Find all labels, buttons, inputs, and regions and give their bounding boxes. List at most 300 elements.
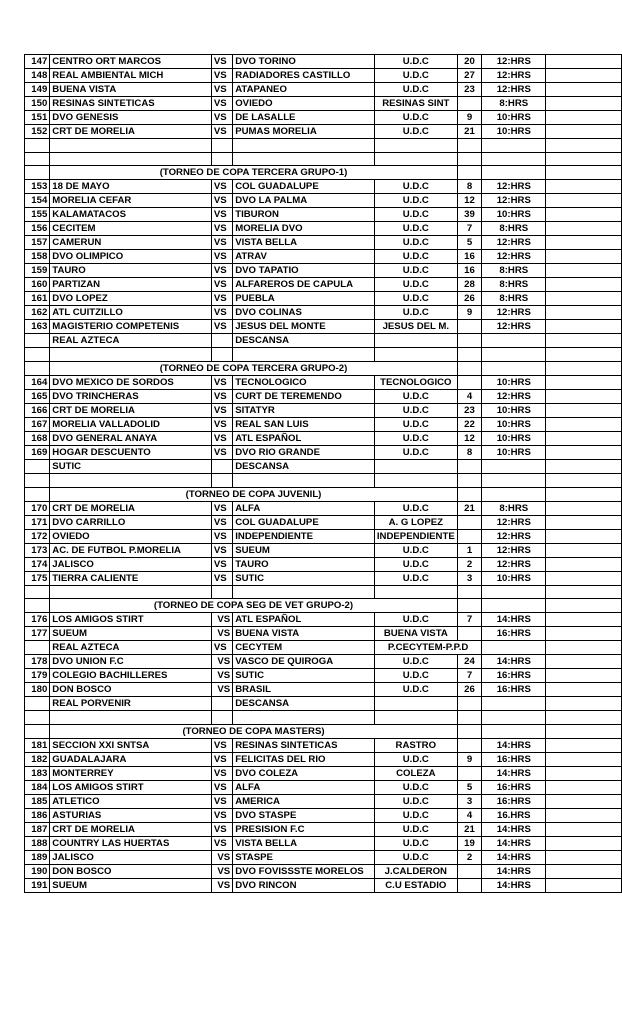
empty-cell xyxy=(482,474,546,488)
time-cell xyxy=(482,697,546,711)
vs-cell: VS xyxy=(211,292,232,306)
empty-cell xyxy=(233,348,375,362)
match-cell: 165 xyxy=(25,390,50,404)
venue-cell xyxy=(374,334,457,348)
match-cell: 150 xyxy=(25,97,50,111)
section-header-row xyxy=(25,487,622,501)
match-row xyxy=(25,613,622,627)
away-cell: DVO LA PALMA xyxy=(233,194,375,208)
match-row xyxy=(25,376,622,390)
match-cell: 178 xyxy=(25,655,50,669)
vs-cell: VS xyxy=(211,55,232,69)
time-cell: 10:HRS xyxy=(482,446,546,460)
field-cell: 16 xyxy=(457,250,482,264)
match-row xyxy=(25,655,622,669)
vs-cell: VS xyxy=(211,809,232,823)
field-cell xyxy=(457,879,482,893)
empty-cell xyxy=(482,585,546,599)
time-cell: 14:HRS xyxy=(482,613,546,627)
empty-cell xyxy=(211,585,232,599)
vs-cell: VS xyxy=(211,627,232,641)
empty-cell xyxy=(546,278,622,292)
match-row xyxy=(25,390,622,404)
venue-cell: U.D.C xyxy=(374,292,457,306)
empty-cell xyxy=(25,599,50,613)
match-row xyxy=(25,515,622,529)
vs-cell: VS xyxy=(211,125,232,139)
vs-cell: VS xyxy=(211,781,232,795)
venue-cell: U.D.C xyxy=(374,655,457,669)
away-cell: DVO RINCON xyxy=(233,879,375,893)
empty-cell xyxy=(546,111,622,125)
vs-cell: VS xyxy=(211,795,232,809)
match-cell: 175 xyxy=(25,571,50,585)
away-cell: ATAPANEO xyxy=(233,83,375,97)
match-cell xyxy=(25,697,50,711)
home-cell: JALISCO xyxy=(50,851,212,865)
field-cell: 23 xyxy=(457,404,482,418)
away-cell: PUEBLA xyxy=(233,292,375,306)
time-cell: 16:HRS xyxy=(482,753,546,767)
home-cell: JALISCO xyxy=(50,557,212,571)
time-cell: 16.HRS xyxy=(482,809,546,823)
venue-cell: C.U ESTADIO xyxy=(374,879,457,893)
home-cell: DVO TRINCHERAS xyxy=(50,390,212,404)
away-cell: ALFA xyxy=(233,501,375,515)
vs-cell: VS xyxy=(211,571,232,585)
match-cell: 153 xyxy=(25,180,50,194)
empty-cell xyxy=(546,837,622,851)
home-cell: ASTURIAS xyxy=(50,809,212,823)
field-cell xyxy=(457,320,482,334)
away-cell: RADIADORES CASTILLO xyxy=(233,69,375,83)
match-row xyxy=(25,432,622,446)
field-cell: 21 xyxy=(457,823,482,837)
blank-row xyxy=(25,348,622,362)
time-cell: 12:HRS xyxy=(482,194,546,208)
away-cell: DESCANSA xyxy=(233,334,375,348)
vs-cell: VS xyxy=(211,879,232,893)
time-cell: 8:HRS xyxy=(482,501,546,515)
blank-row xyxy=(25,139,622,153)
time-cell: 10:HRS xyxy=(482,571,546,585)
match-cell: 184 xyxy=(25,781,50,795)
time-cell: 10:HRS xyxy=(482,432,546,446)
empty-cell xyxy=(457,725,482,739)
empty-cell xyxy=(482,348,546,362)
venue-cell xyxy=(374,460,457,474)
empty-cell xyxy=(233,474,375,488)
away-cell: DVO TORINO xyxy=(233,55,375,69)
match-cell: 189 xyxy=(25,851,50,865)
field-cell: 3 xyxy=(457,571,482,585)
match-row xyxy=(25,641,622,655)
match-row xyxy=(25,851,622,865)
home-cell: COLEGIO BACHILLERES xyxy=(50,669,212,683)
field-cell: 21 xyxy=(457,125,482,139)
vs-cell: VS xyxy=(211,180,232,194)
empty-cell xyxy=(457,711,482,725)
home-cell: 18 DE MAYO xyxy=(50,180,212,194)
home-cell: CRT DE MORELIA xyxy=(50,404,212,418)
home-cell: REAL AZTECA xyxy=(50,334,212,348)
empty-cell xyxy=(546,250,622,264)
time-cell: 16:HRS xyxy=(482,627,546,641)
empty-cell xyxy=(546,711,622,725)
vs-cell: VS xyxy=(211,557,232,571)
empty-cell xyxy=(546,180,622,194)
match-row xyxy=(25,669,622,683)
match-row xyxy=(25,320,622,334)
home-cell: TAURO xyxy=(50,264,212,278)
venue-cell: JESUS DEL M. xyxy=(374,320,457,334)
match-cell: 156 xyxy=(25,222,50,236)
match-cell: 167 xyxy=(25,418,50,432)
field-cell: 4 xyxy=(457,809,482,823)
match-cell: 181 xyxy=(25,739,50,753)
match-cell: 148 xyxy=(25,69,50,83)
time-cell: 12:HRS xyxy=(482,236,546,250)
empty-cell xyxy=(50,348,212,362)
home-cell: CECITEM xyxy=(50,222,212,236)
match-row xyxy=(25,334,622,348)
empty-cell xyxy=(546,194,622,208)
match-row xyxy=(25,55,622,69)
empty-cell xyxy=(546,236,622,250)
home-cell: DON BOSCO xyxy=(50,683,212,697)
away-cell: MORELIA DVO xyxy=(233,222,375,236)
field-cell: 21 xyxy=(457,501,482,515)
time-cell: 8:HRS xyxy=(482,292,546,306)
vs-cell: VS xyxy=(211,320,232,334)
venue-cell: U.D.C xyxy=(374,683,457,697)
empty-cell xyxy=(457,152,482,166)
venue-cell: A. G LOPEZ xyxy=(374,515,457,529)
venue-cell: U.D.C xyxy=(374,557,457,571)
field-cell xyxy=(457,767,482,781)
section-title: (TORNEO DE COPA TERCERA GRUPO-2) xyxy=(50,362,457,376)
match-cell: 147 xyxy=(25,55,50,69)
match-row xyxy=(25,683,622,697)
home-cell: SUTIC xyxy=(50,460,212,474)
venue-cell: U.D.C xyxy=(374,613,457,627)
match-row xyxy=(25,125,622,139)
empty-cell xyxy=(546,264,622,278)
empty-cell xyxy=(546,753,622,767)
field-cell: 20 xyxy=(457,55,482,69)
match-cell: 158 xyxy=(25,250,50,264)
time-cell: 8:HRS xyxy=(482,264,546,278)
field-cell: 7 xyxy=(457,669,482,683)
home-cell: GUADALAJARA xyxy=(50,753,212,767)
time-cell: 8:HRS xyxy=(482,97,546,111)
match-row xyxy=(25,627,622,641)
field-cell: 7 xyxy=(457,613,482,627)
time-cell: 16:HRS xyxy=(482,795,546,809)
field-cell: 3 xyxy=(457,795,482,809)
home-cell: DVO GENESIS xyxy=(50,111,212,125)
time-cell: 14:HRS xyxy=(482,837,546,851)
match-cell: 170 xyxy=(25,501,50,515)
vs-cell: VS xyxy=(211,823,232,837)
empty-cell xyxy=(546,125,622,139)
away-cell: DVO COLINAS xyxy=(233,306,375,320)
empty-cell xyxy=(546,795,622,809)
empty-cell xyxy=(546,669,622,683)
empty-cell xyxy=(374,711,457,725)
venue-cell: U.D.C xyxy=(374,543,457,557)
vs-cell: VS xyxy=(211,194,232,208)
time-cell: 10:HRS xyxy=(482,111,546,125)
away-cell: ALFA xyxy=(233,781,375,795)
match-row xyxy=(25,697,622,711)
vs-cell: VS xyxy=(211,418,232,432)
match-row xyxy=(25,306,622,320)
empty-cell xyxy=(546,655,622,669)
match-cell: 154 xyxy=(25,194,50,208)
venue-cell: U.D.C xyxy=(374,180,457,194)
match-cell xyxy=(25,641,50,655)
away-cell: DVO TAPATIO xyxy=(233,264,375,278)
home-cell: CAMERUN xyxy=(50,236,212,250)
away-cell: DVO RIO GRANDE xyxy=(233,446,375,460)
match-cell: 171 xyxy=(25,515,50,529)
empty-cell xyxy=(546,97,622,111)
match-row xyxy=(25,529,622,543)
time-cell: 12:HRS xyxy=(482,543,546,557)
time-cell: 14:HRS xyxy=(482,739,546,753)
match-row xyxy=(25,795,622,809)
empty-cell xyxy=(546,55,622,69)
home-cell: DVO MEXICO DE SORDOS xyxy=(50,376,212,390)
field-cell: 8 xyxy=(457,180,482,194)
match-row xyxy=(25,823,622,837)
away-cell: SITATYR xyxy=(233,404,375,418)
match-cell: 176 xyxy=(25,613,50,627)
match-row xyxy=(25,69,622,83)
match-cell: 162 xyxy=(25,306,50,320)
vs-cell: VS xyxy=(211,613,232,627)
time-cell: 12:HRS xyxy=(482,180,546,194)
venue-cell: U.D.C xyxy=(374,404,457,418)
venue-cell: U.D.C xyxy=(374,69,457,83)
venue-cell: U.D.C xyxy=(374,264,457,278)
empty-cell xyxy=(374,474,457,488)
venue-cell: U.D.C xyxy=(374,809,457,823)
match-cell: 155 xyxy=(25,208,50,222)
vs-cell xyxy=(211,334,232,348)
blank-row xyxy=(25,474,622,488)
empty-cell xyxy=(546,446,622,460)
vs-cell: VS xyxy=(211,837,232,851)
away-cell: TIBURON xyxy=(233,208,375,222)
match-row xyxy=(25,571,622,585)
empty-cell xyxy=(482,711,546,725)
empty-cell xyxy=(546,460,622,474)
empty-cell xyxy=(546,334,622,348)
venue-cell: P.CECYTEM-P.P.D xyxy=(374,641,481,655)
match-cell: 157 xyxy=(25,236,50,250)
match-row xyxy=(25,418,622,432)
field-cell xyxy=(457,515,482,529)
field-cell: 26 xyxy=(457,683,482,697)
time-cell: 16:HRS xyxy=(482,781,546,795)
time-cell: 14:HRS xyxy=(482,823,546,837)
home-cell: ATL CUITZILLO xyxy=(50,306,212,320)
away-cell: OVIEDO xyxy=(233,97,375,111)
empty-cell xyxy=(546,809,622,823)
empty-cell xyxy=(25,139,50,153)
empty-cell xyxy=(546,404,622,418)
match-cell: 152 xyxy=(25,125,50,139)
vs-cell: VS xyxy=(211,501,232,515)
match-cell: 186 xyxy=(25,809,50,823)
home-cell: MORELIA VALLADOLID xyxy=(50,418,212,432)
time-cell: 8:HRS xyxy=(482,222,546,236)
home-cell: PARTIZAN xyxy=(50,278,212,292)
away-cell: BUENA VISTA xyxy=(233,627,375,641)
home-cell: DVO GENERAL ANAYA xyxy=(50,432,212,446)
venue-cell: U.D.C xyxy=(374,236,457,250)
empty-cell xyxy=(233,139,375,153)
time-cell xyxy=(482,460,546,474)
empty-cell xyxy=(374,152,457,166)
venue-cell: U.D.C xyxy=(374,194,457,208)
field-cell: 16 xyxy=(457,264,482,278)
empty-cell xyxy=(50,152,212,166)
field-cell xyxy=(457,529,482,543)
match-cell: 180 xyxy=(25,683,50,697)
empty-cell xyxy=(457,599,482,613)
match-cell: 179 xyxy=(25,669,50,683)
time-cell: 10:HRS xyxy=(482,418,546,432)
field-cell xyxy=(457,865,482,879)
field-cell: 12 xyxy=(457,194,482,208)
time-cell: 10:HRS xyxy=(482,376,546,390)
venue-cell: U.D.C xyxy=(374,446,457,460)
section-title: (TORNEO DE COPA JUVENIL) xyxy=(50,487,457,501)
empty-cell xyxy=(546,697,622,711)
match-row xyxy=(25,501,622,515)
empty-cell xyxy=(25,362,50,376)
venue-cell: BUENA VISTA xyxy=(374,627,457,641)
time-cell: 12:HRS xyxy=(482,306,546,320)
vs-cell: VS xyxy=(211,278,232,292)
vs-cell: VS xyxy=(211,739,232,753)
vs-cell: VS xyxy=(211,306,232,320)
match-row xyxy=(25,809,622,823)
empty-cell xyxy=(546,306,622,320)
venue-cell: U.D.C xyxy=(374,432,457,446)
venue-cell: U.D.C xyxy=(374,823,457,837)
away-cell: COL GUADALUPE xyxy=(233,180,375,194)
venue-cell: U.D.C xyxy=(374,111,457,125)
empty-cell xyxy=(457,348,482,362)
vs-cell: VS xyxy=(211,250,232,264)
empty-cell xyxy=(25,348,50,362)
away-cell: TAURO xyxy=(233,557,375,571)
empty-cell xyxy=(374,585,457,599)
venue-cell: RESINAS SINT xyxy=(374,97,457,111)
empty-cell xyxy=(546,613,622,627)
empty-cell xyxy=(546,320,622,334)
vs-cell: VS xyxy=(211,432,232,446)
empty-cell xyxy=(25,725,50,739)
time-cell: 12:HRS xyxy=(482,557,546,571)
empty-cell xyxy=(546,641,622,655)
vs-cell: VS xyxy=(211,404,232,418)
match-cell: 161 xyxy=(25,292,50,306)
empty-cell xyxy=(546,222,622,236)
away-cell: REAL SAN LUIS xyxy=(233,418,375,432)
match-row xyxy=(25,404,622,418)
vs-cell: VS xyxy=(211,69,232,83)
venue-cell: U.D.C xyxy=(374,571,457,585)
empty-cell xyxy=(25,487,50,501)
empty-cell xyxy=(211,711,232,725)
empty-cell xyxy=(457,139,482,153)
away-cell: SUTIC xyxy=(233,571,375,585)
venue-cell: RASTRO xyxy=(374,739,457,753)
away-cell: JESUS DEL MONTE xyxy=(233,320,375,334)
empty-cell xyxy=(546,362,622,376)
section-header-row xyxy=(25,725,622,739)
time-cell: 16:HRS xyxy=(482,669,546,683)
time-cell: 12:HRS xyxy=(482,515,546,529)
field-cell: 39 xyxy=(457,208,482,222)
field-cell xyxy=(457,460,482,474)
venue-cell: U.D.C xyxy=(374,501,457,515)
home-cell: BUENA VISTA xyxy=(50,83,212,97)
match-cell: 183 xyxy=(25,767,50,781)
empty-cell xyxy=(457,474,482,488)
vs-cell: VS xyxy=(211,222,232,236)
empty-cell xyxy=(546,585,622,599)
venue-cell: U.D.C xyxy=(374,208,457,222)
time-cell: 12:HRS xyxy=(482,390,546,404)
empty-cell xyxy=(211,152,232,166)
venue-cell: U.D.C xyxy=(374,753,457,767)
empty-cell xyxy=(546,543,622,557)
home-cell: OVIEDO xyxy=(50,529,212,543)
home-cell: LOS AMIGOS STIRT xyxy=(50,781,212,795)
vs-cell: VS xyxy=(211,83,232,97)
vs-cell xyxy=(211,460,232,474)
time-cell: 12:HRS xyxy=(482,55,546,69)
empty-cell xyxy=(546,390,622,404)
away-cell: SUTIC xyxy=(233,669,375,683)
empty-cell xyxy=(457,362,482,376)
home-cell: REAL AZTECA xyxy=(50,641,212,655)
match-row xyxy=(25,278,622,292)
home-cell: HOGAR DESCUENTO xyxy=(50,446,212,460)
away-cell: ALFAREROS DE CAPULA xyxy=(233,278,375,292)
match-row xyxy=(25,292,622,306)
home-cell: MONTERREY xyxy=(50,767,212,781)
empty-cell xyxy=(50,139,212,153)
match-cell: 164 xyxy=(25,376,50,390)
field-cell xyxy=(457,97,482,111)
field-cell: 28 xyxy=(457,278,482,292)
empty-cell xyxy=(482,139,546,153)
venue-cell: U.D.C xyxy=(374,306,457,320)
vs-cell: VS xyxy=(211,767,232,781)
blank-row xyxy=(25,711,622,725)
field-cell: 9 xyxy=(457,753,482,767)
empty-cell xyxy=(546,767,622,781)
match-cell: 163 xyxy=(25,320,50,334)
match-cell: 159 xyxy=(25,264,50,278)
